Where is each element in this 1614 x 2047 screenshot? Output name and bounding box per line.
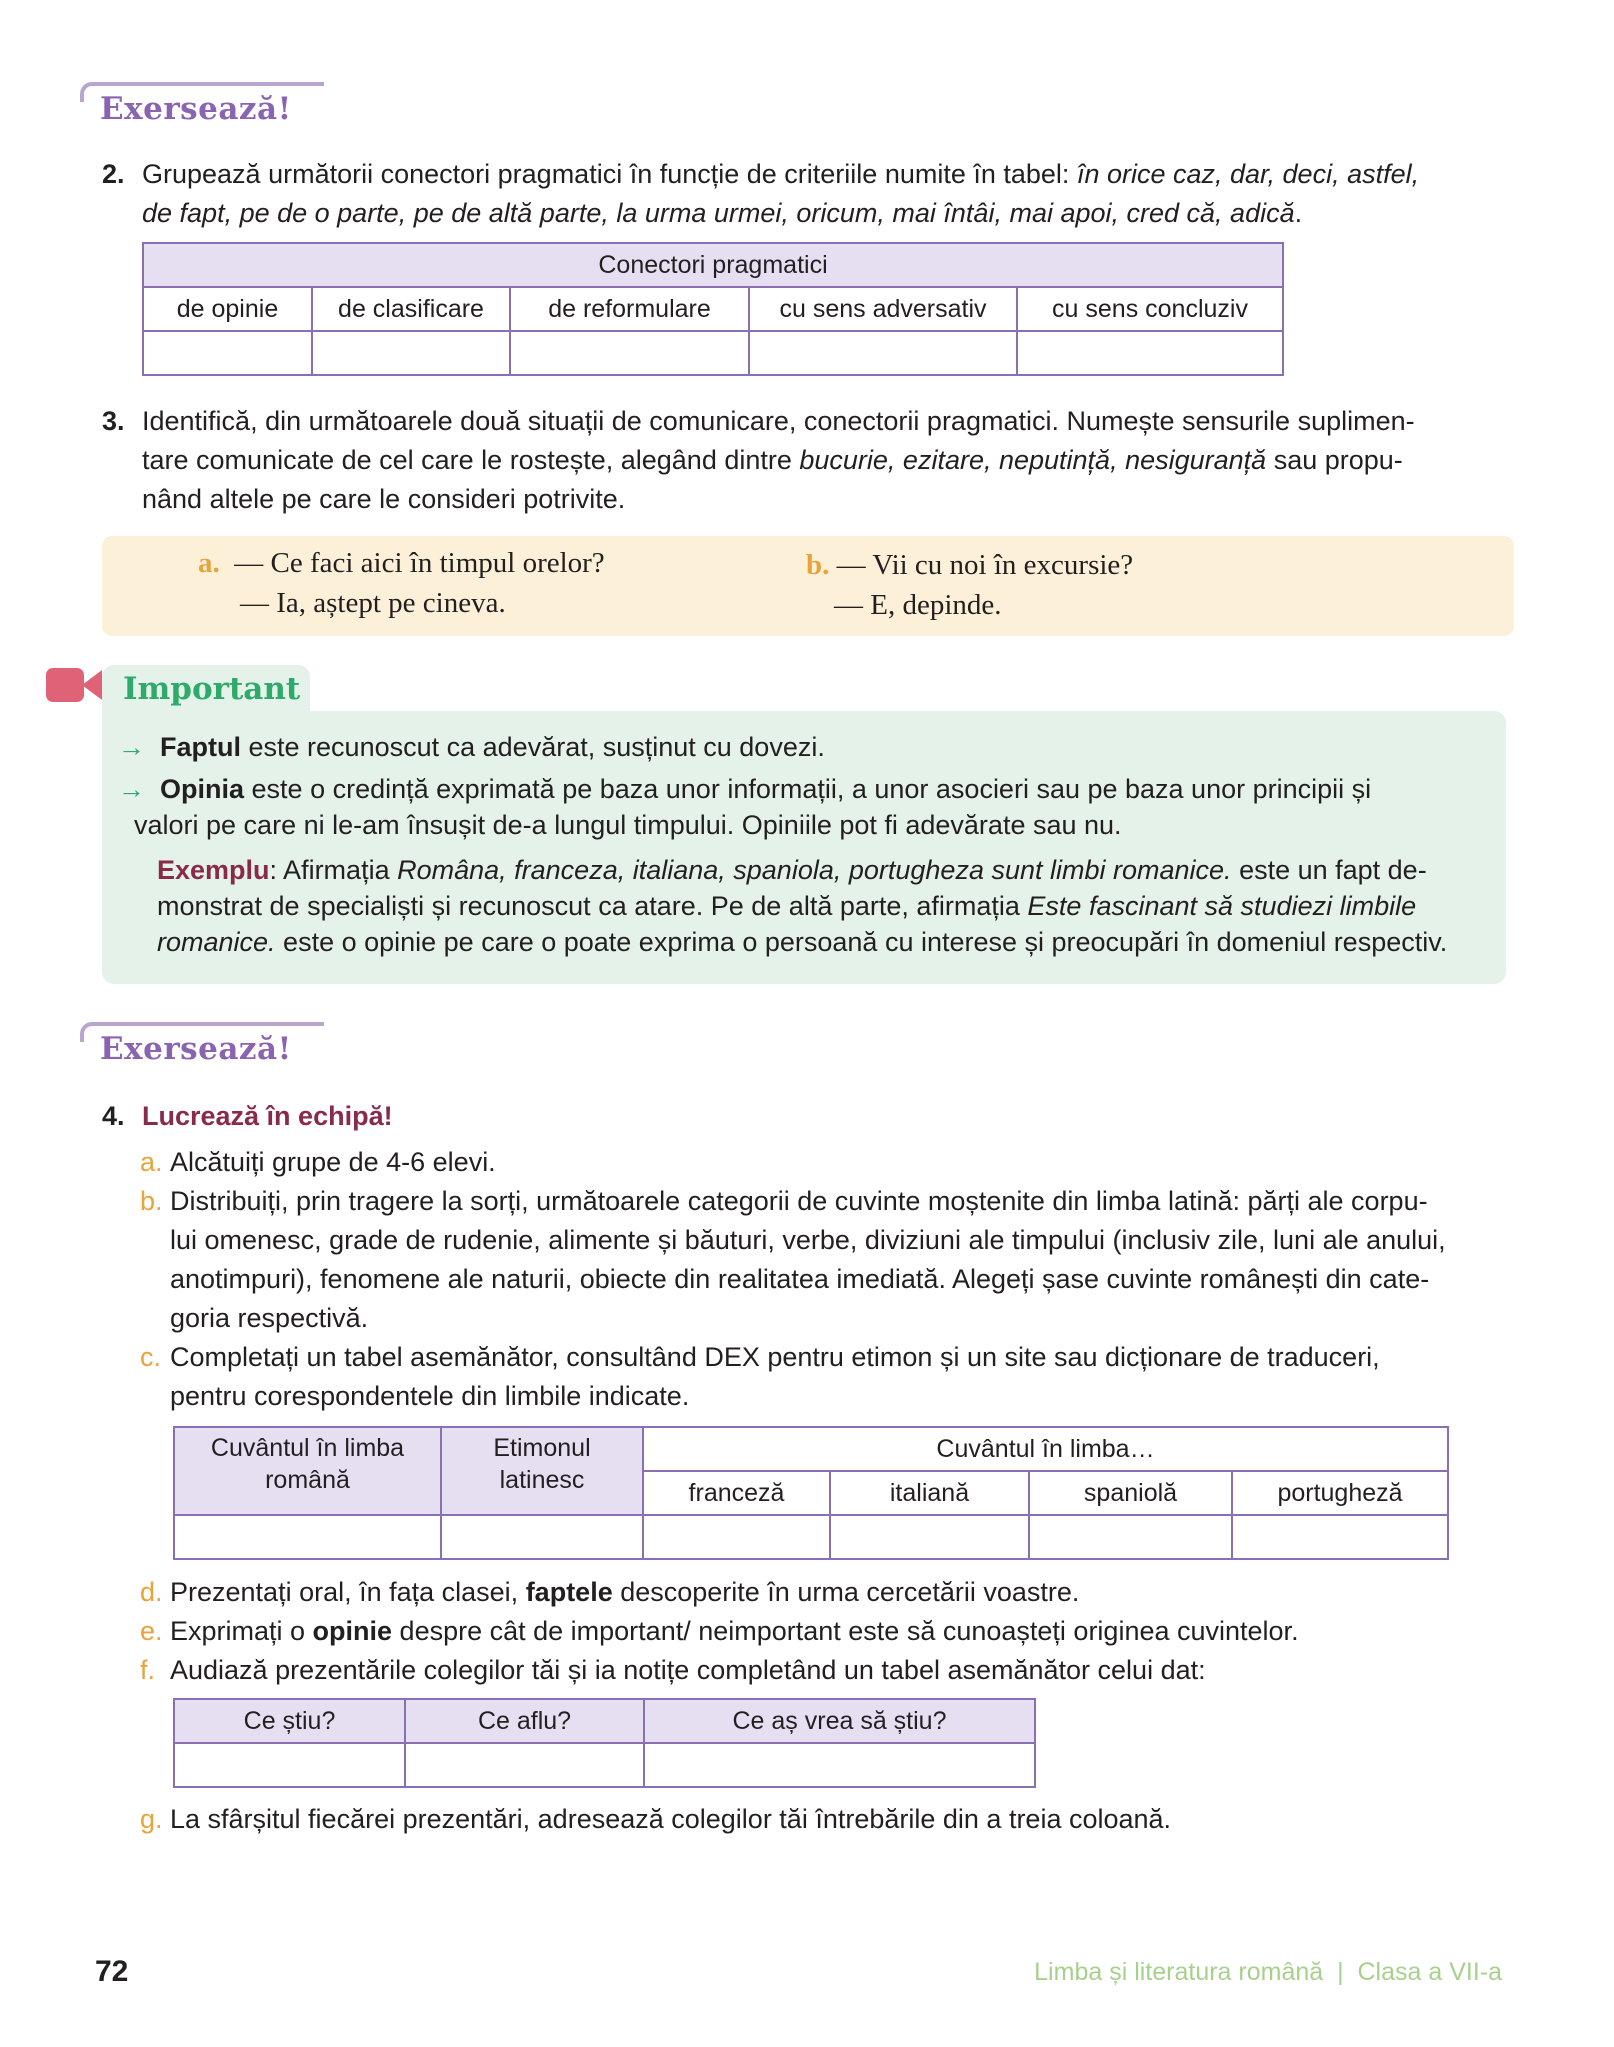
table-group-header: Cuvântul în limba…	[643, 1427, 1448, 1471]
section-heading: Exersează!	[100, 1031, 292, 1067]
connectors-table	[142, 242, 1284, 376]
dialog-b: b. — Vii cu noi în excursie? — E, depinde.	[806, 549, 1134, 621]
table-empty-cell[interactable]	[143, 331, 312, 375]
table-empty-cell[interactable]	[510, 331, 749, 375]
exercise-number: 4.	[102, 1101, 125, 1131]
table-header-cell: Ce aflu?	[405, 1699, 644, 1743]
important-item-opinion: → Opinia este o credință exprimată pe baza unor informații, a unor asocieri sau pe baza unor principii și valori pe care ni le-am însușit de-a lungul timpului. Opiniile pot fi adevărate sau nu.	[118, 774, 1372, 840]
subitem-g: g. La sfârșitul fiecărei prezentări, adresează colegilor tăi întrebările din a treia coloană.	[140, 1804, 1172, 1834]
section-heading: Exersează!	[100, 91, 292, 127]
table-header-cell: franceză	[643, 1471, 830, 1515]
table-empty-cell[interactable]	[830, 1515, 1029, 1559]
exercise-text: Identifică, din următoarele două situații de comunicare, conectorii pragmatici. Numește sensurile suplimen- tare comunicate de cel care le rostește, alegând dintre bucurie, ezitare, neputință, nesiguranță sau propu- nând altele pe care le consideri potrivite.	[142, 406, 1415, 514]
table-header-cell: de opinie	[143, 287, 312, 331]
arrow-right-icon: →	[118, 732, 145, 762]
table-header-cell: de reformulare	[510, 287, 749, 331]
page-number: 72	[95, 1955, 129, 1988]
subitem-a: a. Alcătuiți grupe de 4-6 elevi.	[140, 1147, 496, 1177]
exercise-number: 3.	[102, 406, 125, 436]
table-header-cell: cu sens adversativ	[749, 287, 1017, 331]
table-empty-cell[interactable]	[174, 1515, 441, 1559]
table-header-cell: Ce aș vrea să știu?	[644, 1699, 1035, 1743]
table-header-cell: spaniolă	[1029, 1471, 1232, 1515]
table-empty-cell[interactable]	[174, 1743, 405, 1787]
table-empty-cell[interactable]	[441, 1515, 643, 1559]
table-header-cell: Etimonul latinesc	[441, 1427, 643, 1515]
etymology-table	[173, 1426, 1449, 1560]
table-empty-cell[interactable]	[1029, 1515, 1232, 1559]
table-title: Conectori pragmatici	[143, 243, 1283, 287]
exercise-text: Grupează următorii conectori pragmatici în funcție de criteriile numite în tabel: în orice caz, dar, deci, astfel, de fapt, pe de o parte, pe de altă parte, la urma urmei, oricum, mai întâi, mai apoi, cred că, adică.	[142, 159, 1420, 228]
table-header-cell: Cuvântul în limba română	[174, 1427, 441, 1515]
table-header-cell: portugheză	[1232, 1471, 1448, 1515]
table-empty-cell[interactable]	[1017, 331, 1283, 375]
subitem-f: f. Audiază prezentările colegilor tăi și ia notițe completând un tabel asemănător celui dat:	[140, 1655, 1206, 1685]
table-empty-cell[interactable]	[312, 331, 510, 375]
table-empty-cell[interactable]	[643, 1515, 830, 1559]
footer-book-title: Limba și literatura română | Clasa a VII-a	[1034, 1958, 1502, 1986]
table-empty-cell[interactable]	[1232, 1515, 1448, 1559]
important-item-fact: → Faptul este recunoscut ca adevărat, susținut cu dovezi.	[118, 732, 825, 762]
table-header-cell: cu sens concluziv	[1017, 287, 1283, 331]
table-header-cell: de clasificare	[312, 287, 510, 331]
subitem-b: b. Distribuiți, prin tragere la sorți, următoarele categorii de cuvinte moștenite din limba latină: părți ale corpu- lui omenesc, grade de rudenie, alimente și băuturi, verbe, diviziuni ale timpului (inclusiv zile, luni ale anului, anotimpuri), fenomene ale naturii, obiecte din realitatea imediată. Alegeți șase cuvinte românești din cate- goria respectivă.	[140, 1186, 1446, 1333]
subitem-c: c. Completați un tabel asemănător, consultând DEX pentru etimon și un site sau dicționare de traduceri, pentru corespondentele din limbile indicate.	[140, 1342, 1380, 1411]
camera-icon	[46, 666, 102, 704]
important-title: Important	[123, 671, 301, 707]
dialog-letter: a.	[198, 547, 220, 579]
exercise-title: Lucrează în echipă!	[142, 1101, 393, 1131]
kwl-table	[173, 1698, 1036, 1788]
table-header-cell: italiană	[830, 1471, 1029, 1515]
important-example: Exemplu: Afirmația Româna, franceza, italiana, spaniola, portugheza sunt limbi romanice. este un fapt de- monstrat de specialiști și recunoscut ca atare. Pe de altă parte, afirmația Este fascinant să studiezi limbile romanice. este o opinie pe care o poate exprima o persoană cu interese și preocupări în domeniul respectiv.	[157, 855, 1448, 957]
exercise-number: 2.	[102, 159, 125, 189]
arrow-right-icon: →	[118, 774, 145, 804]
table-header-cell: Ce știu?	[174, 1699, 405, 1743]
subitem-e: e. Exprimați o opinie despre cât de important/ neimportant este să cunoașteți originea cuvintelor.	[140, 1616, 1299, 1646]
table-empty-cell[interactable]	[749, 331, 1017, 375]
dialog-a: a. — Ce faci aici în timpul orelor? — Ia, aștept pe cineva.	[198, 547, 605, 619]
table-empty-cell[interactable]	[405, 1743, 644, 1787]
dialog-letter: b.	[806, 549, 830, 581]
subitem-d: d. Prezentați oral, în fața clasei, faptele descoperite în urma cercetării voastre.	[140, 1577, 1080, 1607]
table-empty-cell[interactable]	[644, 1743, 1035, 1787]
